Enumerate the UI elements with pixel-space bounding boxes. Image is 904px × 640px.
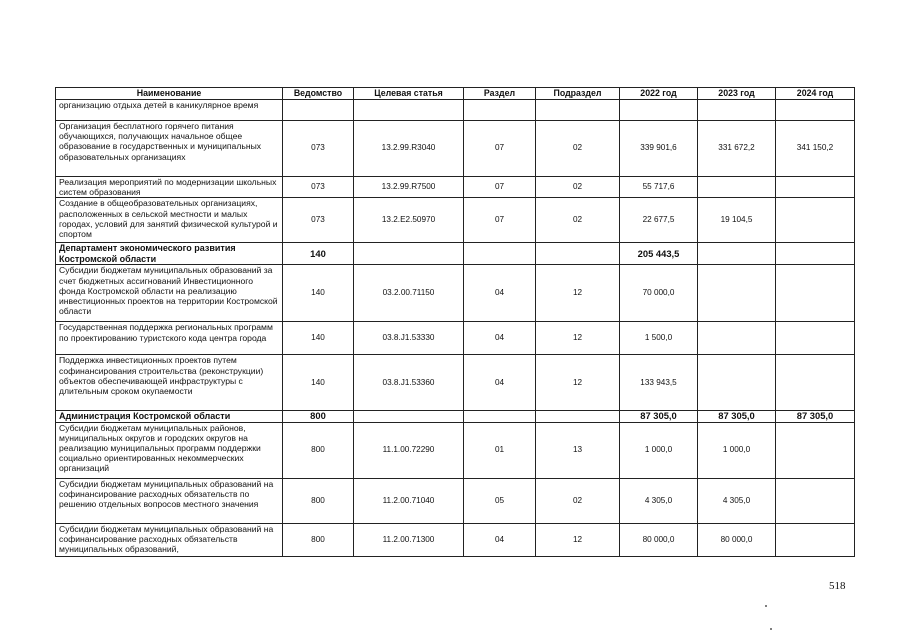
cell-section: 04: [464, 265, 536, 322]
cell-name: Реализация мероприятий по модернизации школьных систем образования: [56, 177, 283, 198]
scan-speck: [770, 628, 772, 630]
cell-2024: 341 150,2: [776, 121, 855, 177]
cell-department: [283, 100, 354, 121]
cell-2022: 55 717,6: [620, 177, 698, 198]
cell-name: Поддержка инвестиционных проектов путем софинансирования строительства (реконструкции) объектов обеспечивающей инфраструктуры с длительным сроком окупаемости: [56, 355, 283, 411]
cell-2024: 87 305,0: [776, 411, 855, 422]
cell-target-article: 13.2.E2.50970: [354, 198, 464, 243]
cell-2023: [698, 243, 776, 265]
table-body: [56, 100, 855, 557]
cell-section: 01: [464, 422, 536, 478]
cell-2022: 133 943,5: [620, 355, 698, 411]
cell-2024: [776, 100, 855, 121]
cell-name: Организация бесплатного горячего питания обучающихся, получающих начальное общее образование в государственных и муниципальных образовательных организациях: [56, 121, 283, 177]
cell-2023: [698, 355, 776, 411]
cell-subsection: 02: [536, 198, 620, 243]
cell-subsection: 02: [536, 121, 620, 177]
cell-section: [464, 243, 536, 265]
table-row: [56, 177, 855, 198]
cell-target-article: 11.2.00.71300: [354, 523, 464, 556]
cell-target-article: 03.8.J1.53330: [354, 322, 464, 355]
cell-name: Субсидии бюджетам муниципальных районов, муниципальных округов и городских округов на реализацию муниципальных программ поддержки социально ориентированных некоммерческих организаций: [56, 422, 283, 478]
cell-subsection: 12: [536, 265, 620, 322]
cell-department: 800: [283, 478, 354, 523]
cell-2023: [698, 177, 776, 198]
cell-section: 05: [464, 478, 536, 523]
cell-section: 07: [464, 121, 536, 177]
cell-department: 140: [283, 265, 354, 322]
cell-subsection: [536, 100, 620, 121]
cell-section: 04: [464, 322, 536, 355]
cell-2023: 4 305,0: [698, 478, 776, 523]
cell-target-article: [354, 243, 464, 265]
cell-target-article: 13.2.99.R7500: [354, 177, 464, 198]
table-row: [56, 523, 855, 556]
header-name: Наименование: [56, 88, 283, 100]
cell-target-article: [354, 411, 464, 422]
cell-target-article: [354, 100, 464, 121]
cell-subsection: 12: [536, 523, 620, 556]
cell-2023: [698, 100, 776, 121]
cell-name: Субсидии бюджетам муниципальных образований за счет бюджетных ассигнований Инвестиционного фонда Костромской области на реализацию инвестиционных проектов на территории Костромской области: [56, 265, 283, 322]
cell-department: 073: [283, 121, 354, 177]
cell-section: [464, 411, 536, 422]
header-subsection: Подраздел: [536, 88, 620, 100]
cell-subsection: 02: [536, 478, 620, 523]
cell-2024: [776, 243, 855, 265]
cell-subsection: [536, 243, 620, 265]
cell-target-article: 11.2.00.71040: [354, 478, 464, 523]
table-row: [56, 265, 855, 322]
table-row: [56, 243, 855, 265]
cell-2023: 87 305,0: [698, 411, 776, 422]
cell-2022: 22 677,5: [620, 198, 698, 243]
cell-2022: 1 000,0: [620, 422, 698, 478]
cell-target-article: 03.2.00.71150: [354, 265, 464, 322]
cell-2023: [698, 265, 776, 322]
cell-2022: 4 305,0: [620, 478, 698, 523]
cell-2022: 205 443,5: [620, 243, 698, 265]
cell-2024: [776, 322, 855, 355]
cell-2022: 87 305,0: [620, 411, 698, 422]
cell-name: Департамент экономического развития Костромской области: [56, 243, 283, 265]
table-row: [56, 322, 855, 355]
cell-2024: [776, 177, 855, 198]
page-number: 518: [829, 580, 846, 592]
table-row: [56, 422, 855, 478]
cell-section: 07: [464, 198, 536, 243]
cell-department: 800: [283, 523, 354, 556]
cell-name: Субсидии бюджетам муниципальных образований на софинансирование расходных обязательств по решению отдельных вопросов местного значения: [56, 478, 283, 523]
cell-department: 073: [283, 177, 354, 198]
table-header-row: [56, 88, 855, 100]
cell-subsection: 12: [536, 322, 620, 355]
table-row: [56, 478, 855, 523]
cell-subsection: 02: [536, 177, 620, 198]
header-2023: 2023 год: [698, 88, 776, 100]
header-section: Раздел: [464, 88, 536, 100]
cell-name: Создание в общеобразовательных организациях, расположенных в сельской местности и малых городах, условий для занятий физической культурой и спортом: [56, 198, 283, 243]
cell-subsection: [536, 411, 620, 422]
cell-name: организацию отдыха детей в каникулярное время: [56, 100, 283, 121]
cell-2022: [620, 100, 698, 121]
cell-2022: 70 000,0: [620, 265, 698, 322]
cell-section: 07: [464, 177, 536, 198]
cell-2024: [776, 265, 855, 322]
cell-name: Администрация Костромской области: [56, 411, 283, 422]
table-row: [56, 411, 855, 422]
cell-2022: 339 901,6: [620, 121, 698, 177]
table-row: [56, 355, 855, 411]
table-row: [56, 121, 855, 177]
cell-2024: [776, 478, 855, 523]
cell-section: 04: [464, 523, 536, 556]
cell-2023: 1 000,0: [698, 422, 776, 478]
cell-2024: [776, 198, 855, 243]
cell-department: 140: [283, 243, 354, 265]
cell-2023: 19 104,5: [698, 198, 776, 243]
cell-department: 073: [283, 198, 354, 243]
table-row: [56, 198, 855, 243]
cell-2023: 331 672,2: [698, 121, 776, 177]
scan-speck: [765, 605, 767, 607]
cell-2023: 80 000,0: [698, 523, 776, 556]
cell-section: 04: [464, 355, 536, 411]
cell-name: Государственная поддержка региональных программ по проектированию туристского кода центра города: [56, 322, 283, 355]
cell-section: [464, 100, 536, 121]
cell-department: 140: [283, 355, 354, 411]
cell-subsection: 13: [536, 422, 620, 478]
cell-department: 140: [283, 322, 354, 355]
cell-target-article: 13.2.99.R3040: [354, 121, 464, 177]
header-department: Ведомство: [283, 88, 354, 100]
cell-target-article: 11.1.00.72290: [354, 422, 464, 478]
cell-2024: [776, 523, 855, 556]
budget-table: [55, 87, 855, 557]
cell-2024: [776, 422, 855, 478]
cell-subsection: 12: [536, 355, 620, 411]
cell-2022: 1 500,0: [620, 322, 698, 355]
cell-department: 800: [283, 411, 354, 422]
cell-department: 800: [283, 422, 354, 478]
header-2022: 2022 год: [620, 88, 698, 100]
table-row: [56, 100, 855, 121]
cell-2024: [776, 355, 855, 411]
cell-2023: [698, 322, 776, 355]
cell-target-article: 03.8.J1.53360: [354, 355, 464, 411]
header-target-article: Целевая статья: [354, 88, 464, 100]
header-2024: 2024 год: [776, 88, 855, 100]
cell-2022: 80 000,0: [620, 523, 698, 556]
cell-name: Субсидии бюджетам муниципальных образований на софинансирование расходных обязательств муниципальных образований,: [56, 523, 283, 556]
